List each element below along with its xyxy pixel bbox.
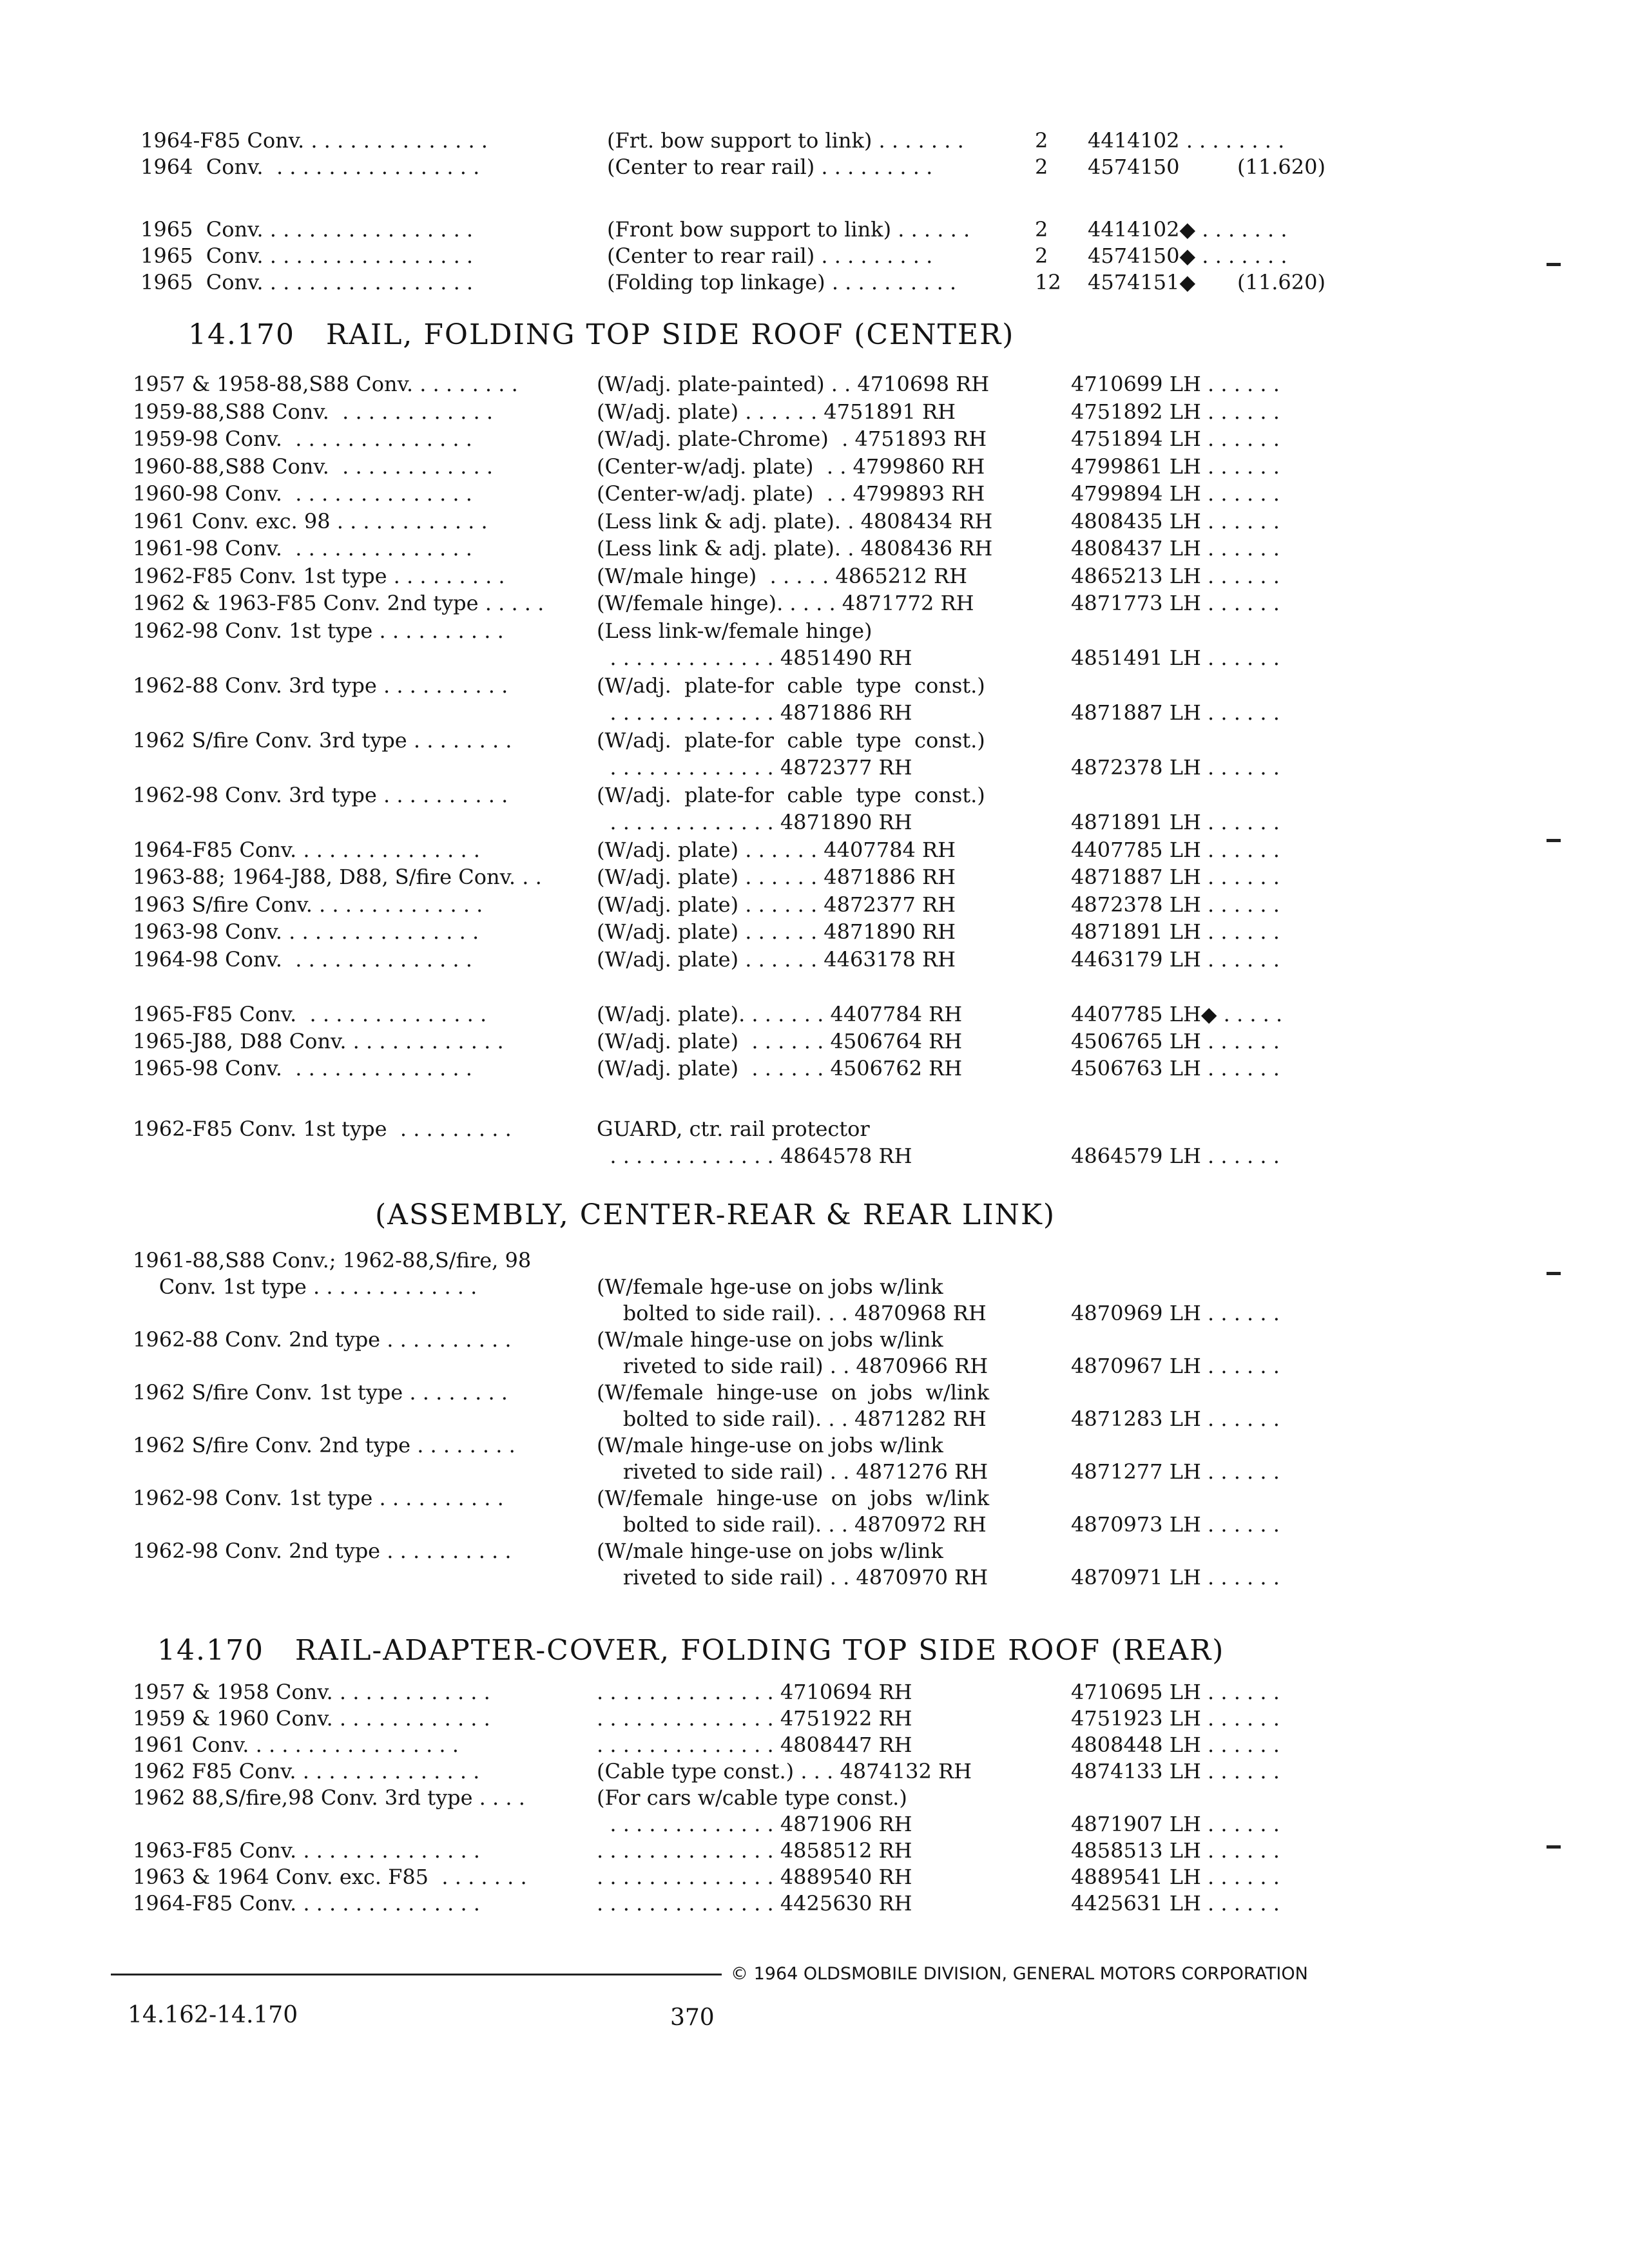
model-cell: 1961-88,S88 Conv.; 1962-88,S/fire, 98 xyxy=(133,1248,532,1273)
parts-row xyxy=(0,1431,1629,1459)
parts-row xyxy=(0,808,1629,836)
description-cell: . . . . . . . . . . . . . . 4808447 RH xyxy=(597,1733,912,1757)
left-hand-part-cell: 4710699 LH . . . . . . xyxy=(1071,372,1280,396)
description-cell: (Cable type const.) . . . 4874132 RH xyxy=(597,1759,972,1783)
section-heading: 14.170 RAIL-ADAPTER-COVER, FOLDING TOP SIDE ROOF (REAR) xyxy=(157,1634,1225,1667)
parts-row xyxy=(0,1299,1629,1327)
model-cell: 1962-F85 Conv. 1st type . . . . . . . . . xyxy=(133,563,505,588)
description-cell: (W/adj. plate) . . . . . . 4407784 RH xyxy=(597,837,956,862)
left-hand-part-cell: 4871277 LH . . . . . . xyxy=(1071,1459,1280,1484)
model-cell: 1957 & 1958-88,S88 Conv. . . . . . . . . xyxy=(133,372,518,396)
model-cell: 1962 S/fire Conv. 3rd type . . . . . . . . xyxy=(133,727,512,753)
description-cell: (Center to rear rail) . . . . . . . . . xyxy=(607,155,933,179)
parts-row xyxy=(0,1510,1629,1539)
margin-mark xyxy=(1547,839,1561,842)
model-cell: 1965 Conv. . . . . . . . . . . . . . . . . xyxy=(140,244,474,268)
parts-row xyxy=(0,644,1629,672)
description-cell: (Center to rear rail) . . . . . . . . . xyxy=(607,244,933,268)
model-cell: 1963 S/fire Conv. . . . . . . . . . . . . . xyxy=(133,892,483,917)
description-cell: . . . . . . . . . . . . . 4871906 RH xyxy=(597,1812,912,1836)
model-cell: 1960-98 Conv. . . . . . . . . . . . . . . xyxy=(133,481,472,506)
left-hand-part-cell: 4808448 LH . . . . . . xyxy=(1071,1733,1280,1757)
model-cell: 1964-F85 Conv. . . . . . . . . . . . . . . xyxy=(133,1891,480,1916)
parts-row xyxy=(0,1246,1629,1274)
parts-row xyxy=(0,1115,1629,1143)
parts-row xyxy=(0,268,1629,296)
description-cell: riveted to side rail) . . 4870966 RH xyxy=(597,1354,988,1378)
left-hand-part-cell: 4871887 LH . . . . . . xyxy=(1071,700,1280,725)
left-hand-part-cell: 4870973 LH . . . . . . xyxy=(1071,1512,1280,1537)
description-cell: GUARD, ctr. rail protector xyxy=(597,1117,870,1141)
description-cell: (W/adj. plate) . . . . . . 4871886 RH xyxy=(597,865,956,889)
description-cell: (W/male hinge-use on jobs w/link xyxy=(597,1539,943,1563)
model-cell: 1961-98 Conv. . . . . . . . . . . . . . . xyxy=(133,536,472,561)
reference-cell: (11.620) xyxy=(1237,270,1325,294)
parts-row xyxy=(0,1378,1629,1407)
model-cell: 1963-88; 1964-J88, D88, S/fire Conv. . . xyxy=(133,865,542,889)
parts-row xyxy=(0,1325,1629,1354)
model-cell: 1964-F85 Conv. . . . . . . . . . . . . . . xyxy=(140,128,488,153)
parts-row xyxy=(0,1836,1629,1865)
left-hand-part-cell: 4871283 LH . . . . . . xyxy=(1071,1407,1280,1431)
description-cell: bolted to side rail). . . 4870972 RH xyxy=(597,1512,987,1537)
quantity-cell: 2 xyxy=(1035,128,1048,153)
parts-row xyxy=(0,1810,1629,1838)
description-cell: (W/adj. plate) . . . . . . 4506764 RH xyxy=(597,1029,963,1053)
description-cell: . . . . . . . . . . . . . 4864578 RH xyxy=(597,1144,912,1168)
description-cell: (W/female hinge). . . . . 4871772 RH xyxy=(597,591,974,615)
parts-row xyxy=(0,1273,1629,1301)
description-cell: . . . . . . . . . . . . . . 4858512 RH xyxy=(597,1838,912,1863)
margin-mark xyxy=(1547,1845,1561,1849)
description-cell: (W/female hge-use on jobs w/link xyxy=(597,1274,943,1299)
model-cell: 1959-88,S88 Conv. . . . . . . . . . . . . xyxy=(133,399,494,424)
left-hand-part-cell: 4506763 LH . . . . . . xyxy=(1071,1056,1280,1081)
parts-row xyxy=(0,425,1629,453)
left-hand-part-cell: 4751892 LH . . . . . . xyxy=(1071,399,1280,424)
parts-row xyxy=(0,836,1629,864)
page-number: 370 xyxy=(670,2004,715,2031)
parts-row xyxy=(0,1731,1629,1759)
part-number-cell: 4574150 xyxy=(1088,155,1180,179)
model-cell: 1961 Conv. exc. 98 . . . . . . . . . . . . xyxy=(133,508,488,533)
model-cell: 1962-98 Conv. 3rd type . . . . . . . . . . xyxy=(133,782,508,807)
left-hand-part-cell: 4407785 LH◆ . . . . . xyxy=(1071,1002,1283,1026)
description-cell: (For cars w/cable type const.) xyxy=(597,1785,907,1810)
description-cell: (W/male hinge) . . . . . 4865212 RH xyxy=(597,563,968,588)
parts-row xyxy=(0,698,1629,727)
parts-row xyxy=(0,1678,1629,1706)
margin-mark xyxy=(1547,263,1561,266)
parts-row xyxy=(0,890,1629,919)
parts-row xyxy=(0,1889,1629,1917)
parts-row xyxy=(0,617,1629,645)
description-cell: (Center-w/adj. plate) . . 4799860 RH xyxy=(597,454,985,479)
left-hand-part-cell: 4870967 LH . . . . . . xyxy=(1071,1354,1280,1378)
left-hand-part-cell: 4751923 LH . . . . . . xyxy=(1071,1706,1280,1731)
description-cell: (Less link & adj. plate). . 4808434 RH xyxy=(597,508,993,533)
section-heading: (ASSEMBLY, CENTER-REAR & REAR LINK) xyxy=(375,1198,1056,1231)
margin-mark xyxy=(1547,1272,1561,1275)
parts-row xyxy=(0,1000,1629,1028)
description-cell: . . . . . . . . . . . . . 4871886 RH xyxy=(597,700,912,725)
copyright-notice: © 1964 OLDSMOBILE DIVISION, GENERAL MOTORS CORPORATION xyxy=(722,1961,1317,1987)
left-hand-part-cell: 4865213 LH . . . . . . xyxy=(1071,563,1280,588)
description-cell: (Frt. bow support to link) . . . . . . . xyxy=(607,128,964,153)
model-cell: 1963 & 1964 Conv. exc. F85 . . . . . . . xyxy=(133,1865,527,1889)
left-hand-part-cell: 4871891 LH . . . . . . xyxy=(1071,919,1280,944)
model-cell: 1962 88,S/fire,98 Conv. 3rd type . . . . xyxy=(133,1785,525,1810)
left-hand-part-cell: 4506765 LH . . . . . . xyxy=(1071,1029,1280,1053)
left-hand-part-cell: 4799894 LH . . . . . . xyxy=(1071,481,1280,506)
parts-row xyxy=(0,1757,1629,1785)
description-cell: (W/adj. plate). . . . . . . 4407784 RH xyxy=(597,1002,963,1026)
model-cell: 1957 & 1958 Conv. . . . . . . . . . . . . xyxy=(133,1680,490,1704)
left-hand-part-cell: 4889541 LH . . . . . . xyxy=(1071,1865,1280,1889)
parts-row xyxy=(0,781,1629,809)
description-cell: . . . . . . . . . . . . . . 4710694 RH xyxy=(597,1680,912,1704)
description-cell: (W/adj. plate-for cable type const.) xyxy=(597,727,985,753)
part-number-cell: 4414102 . . . . . . . . xyxy=(1088,128,1285,153)
section-heading: 14.170 RAIL, FOLDING TOP SIDE ROOF (CENTER) xyxy=(188,318,1015,351)
parts-row xyxy=(0,452,1629,481)
parts-row xyxy=(0,1484,1629,1512)
description-cell: (Front bow support to link) . . . . . . xyxy=(607,217,970,242)
description-cell: . . . . . . . . . . . . . 4872377 RH xyxy=(597,755,912,780)
parts-row xyxy=(0,1352,1629,1380)
model-cell: 1964-F85 Conv. . . . . . . . . . . . . . . xyxy=(133,837,480,862)
left-hand-part-cell: 4872378 LH . . . . . . xyxy=(1071,755,1280,780)
parts-row xyxy=(0,370,1629,398)
parts-row xyxy=(0,753,1629,782)
part-number-cell: 4574150◆ . . . . . . . xyxy=(1088,244,1287,268)
parts-row xyxy=(0,398,1629,426)
parts-row xyxy=(0,918,1629,946)
left-hand-part-cell: 4463179 LH . . . . . . xyxy=(1071,947,1280,972)
description-cell: (W/adj. plate-painted) . . 4710698 RH xyxy=(597,372,990,396)
description-cell: . . . . . . . . . . . . . 4871890 RH xyxy=(597,810,912,834)
description-cell: (W/male hinge-use on jobs w/link xyxy=(597,1433,943,1457)
parts-row xyxy=(0,1027,1629,1055)
parts-row xyxy=(0,1783,1629,1812)
model-cell: 1959-98 Conv. . . . . . . . . . . . . . . xyxy=(133,427,472,451)
reference-cell: (11.620) xyxy=(1237,155,1325,179)
left-hand-part-cell: 4871773 LH . . . . . . xyxy=(1071,591,1280,615)
description-cell: bolted to side rail). . . 4871282 RH xyxy=(597,1407,987,1431)
model-cell: 1960-88,S88 Conv. . . . . . . . . . . . . xyxy=(133,454,494,479)
left-hand-part-cell: 4872378 LH . . . . . . xyxy=(1071,892,1280,917)
model-cell: 1962-88 Conv. 3rd type . . . . . . . . . . xyxy=(133,673,508,698)
parts-row xyxy=(0,1704,1629,1733)
model-cell: 1965 Conv. . . . . . . . . . . . . . . . . xyxy=(140,217,474,242)
quantity-cell: 2 xyxy=(1035,244,1048,268)
left-hand-part-cell: 4874133 LH . . . . . . xyxy=(1071,1759,1280,1783)
model-cell: 1959 & 1960 Conv. . . . . . . . . . . . . xyxy=(133,1706,490,1731)
description-cell: (W/adj. plate) . . . . . . 4751891 RH xyxy=(597,399,956,424)
model-cell: 1962-F85 Conv. 1st type . . . . . . . . . xyxy=(133,1117,512,1141)
model-cell: 1965 Conv. . . . . . . . . . . . . . . . . xyxy=(140,270,474,294)
model-cell: 1962 F85 Conv. . . . . . . . . . . . . . . xyxy=(133,1759,480,1783)
model-cell: 1962-98 Conv. 2nd type . . . . . . . . . . xyxy=(133,1539,512,1563)
description-cell: (Less link-w/female hinge) xyxy=(597,618,872,643)
parts-row xyxy=(0,1405,1629,1433)
part-number-cell: 4414102◆ . . . . . . . xyxy=(1088,217,1287,242)
parts-row xyxy=(0,507,1629,535)
description-cell: (W/male hinge-use on jobs w/link xyxy=(597,1327,943,1352)
parts-row xyxy=(0,1537,1629,1565)
parts-row xyxy=(0,945,1629,974)
description-cell: . . . . . . . . . . . . . . 4425630 RH xyxy=(597,1891,912,1916)
model-cell: 1965-F85 Conv. . . . . . . . . . . . . . . xyxy=(133,1002,487,1026)
left-hand-part-cell: 4851491 LH . . . . . . xyxy=(1071,646,1280,670)
parts-row xyxy=(0,1563,1629,1591)
left-hand-part-cell: 4871907 LH . . . . . . xyxy=(1071,1812,1280,1836)
parts-row xyxy=(0,1142,1629,1170)
model-cell: 1962 S/fire Conv. 2nd type . . . . . . . . xyxy=(133,1433,516,1457)
parts-row xyxy=(0,726,1629,754)
model-cell: 1961 Conv. . . . . . . . . . . . . . . . . xyxy=(133,1733,459,1757)
quantity-cell: 2 xyxy=(1035,155,1048,179)
parts-row xyxy=(0,589,1629,617)
part-number-cell: 4574151◆ xyxy=(1088,270,1196,294)
parts-row xyxy=(0,562,1629,590)
description-cell: (W/female hinge-use on jobs w/link xyxy=(597,1486,990,1510)
description-cell: (W/adj. plate-Chrome) . 4751893 RH xyxy=(597,427,987,451)
description-cell: (W/adj. plate) . . . . . . 4872377 RH xyxy=(597,892,956,917)
left-hand-part-cell: 4710695 LH . . . . . . xyxy=(1071,1680,1280,1704)
model-cell: 1962 & 1963-F85 Conv. 2nd type . . . . . xyxy=(133,591,545,615)
left-hand-part-cell: 4808435 LH . . . . . . xyxy=(1071,508,1280,533)
left-hand-part-cell: 4871891 LH . . . . . . xyxy=(1071,810,1280,834)
description-cell: (Folding top linkage) . . . . . . . . . . xyxy=(607,270,957,294)
model-cell: 1963-98 Conv. . . . . . . . . . . . . . . . xyxy=(133,919,479,944)
model-cell: 1962 S/fire Conv. 1st type . . . . . . . . xyxy=(133,1380,508,1405)
model-cell: 1962-98 Conv. 1st type . . . . . . . . . . xyxy=(133,618,504,643)
left-hand-part-cell: 4871887 LH . . . . . . xyxy=(1071,865,1280,889)
quantity-cell: 12 xyxy=(1035,270,1061,294)
left-hand-part-cell: 4808437 LH . . . . . . xyxy=(1071,536,1280,561)
parts-row xyxy=(0,126,1629,155)
left-hand-part-cell: 4751894 LH . . . . . . xyxy=(1071,427,1280,451)
left-hand-part-cell: 4407785 LH . . . . . . xyxy=(1071,837,1280,862)
parts-row xyxy=(0,671,1629,700)
left-hand-part-cell: 4858513 LH . . . . . . xyxy=(1071,1838,1280,1863)
left-hand-part-cell: 4425631 LH . . . . . . xyxy=(1071,1891,1280,1916)
parts-row xyxy=(0,153,1629,181)
model-cell: 1962-98 Conv. 1st type . . . . . . . . . . xyxy=(133,1486,504,1510)
description-cell: (W/adj. plate) . . . . . . 4506762 RH xyxy=(597,1056,963,1081)
parts-row xyxy=(0,479,1629,508)
model-cell: 1962-88 Conv. 2nd type . . . . . . . . . . xyxy=(133,1327,512,1352)
description-cell: (W/adj. plate) . . . . . . 4463178 RH xyxy=(597,947,956,972)
parts-row xyxy=(0,1863,1629,1891)
model-cell: 1963-F85 Conv. . . . . . . . . . . . . . . xyxy=(133,1838,480,1863)
description-cell: . . . . . . . . . . . . . . 4751922 RH xyxy=(597,1706,912,1731)
parts-row xyxy=(0,1054,1629,1082)
model-cell: 1964 Conv. . . . . . . . . . . . . . . . . xyxy=(140,155,480,179)
parts-row xyxy=(0,242,1629,270)
description-cell: riveted to side rail) . . 4870970 RH xyxy=(597,1565,988,1590)
left-hand-part-cell: 4870971 LH . . . . . . xyxy=(1071,1565,1280,1590)
model-cell: 1964-98 Conv. . . . . . . . . . . . . . . xyxy=(133,947,472,972)
description-cell: riveted to side rail) . . 4871276 RH xyxy=(597,1459,988,1484)
description-cell: (Less link & adj. plate). . 4808436 RH xyxy=(597,536,993,561)
model-cell: 1965-98 Conv. . . . . . . . . . . . . . . xyxy=(133,1056,472,1081)
parts-row xyxy=(0,534,1629,562)
model-cell: 1965-J88, D88 Conv. . . . . . . . . . . . . xyxy=(133,1029,504,1053)
quantity-cell: 2 xyxy=(1035,217,1048,242)
model-cell: Conv. 1st type . . . . . . . . . . . . . xyxy=(133,1274,477,1299)
description-cell: . . . . . . . . . . . . . 4851490 RH xyxy=(597,646,912,670)
description-cell: (W/adj. plate-for cable type const.) xyxy=(597,673,985,698)
description-cell: . . . . . . . . . . . . . . 4889540 RH xyxy=(597,1865,912,1889)
parts-row xyxy=(0,1457,1629,1486)
left-hand-part-cell: 4870969 LH . . . . . . xyxy=(1071,1301,1280,1325)
left-hand-part-cell: 4864579 LH . . . . . . xyxy=(1071,1144,1280,1168)
description-cell: bolted to side rail). . . 4870968 RH xyxy=(597,1301,987,1325)
page-section-range: 14.162-14.170 xyxy=(128,2002,298,2028)
parts-row xyxy=(0,215,1629,244)
description-cell: (W/adj. plate-for cable type const.) xyxy=(597,782,985,807)
description-cell: (W/adj. plate) . . . . . . 4871890 RH xyxy=(597,919,956,944)
left-hand-part-cell: 4799861 LH . . . . . . xyxy=(1071,454,1280,479)
parts-row xyxy=(0,863,1629,891)
description-cell: (Center-w/adj. plate) . . 4799893 RH xyxy=(597,481,985,506)
description-cell: (W/female hinge-use on jobs w/link xyxy=(597,1380,990,1405)
